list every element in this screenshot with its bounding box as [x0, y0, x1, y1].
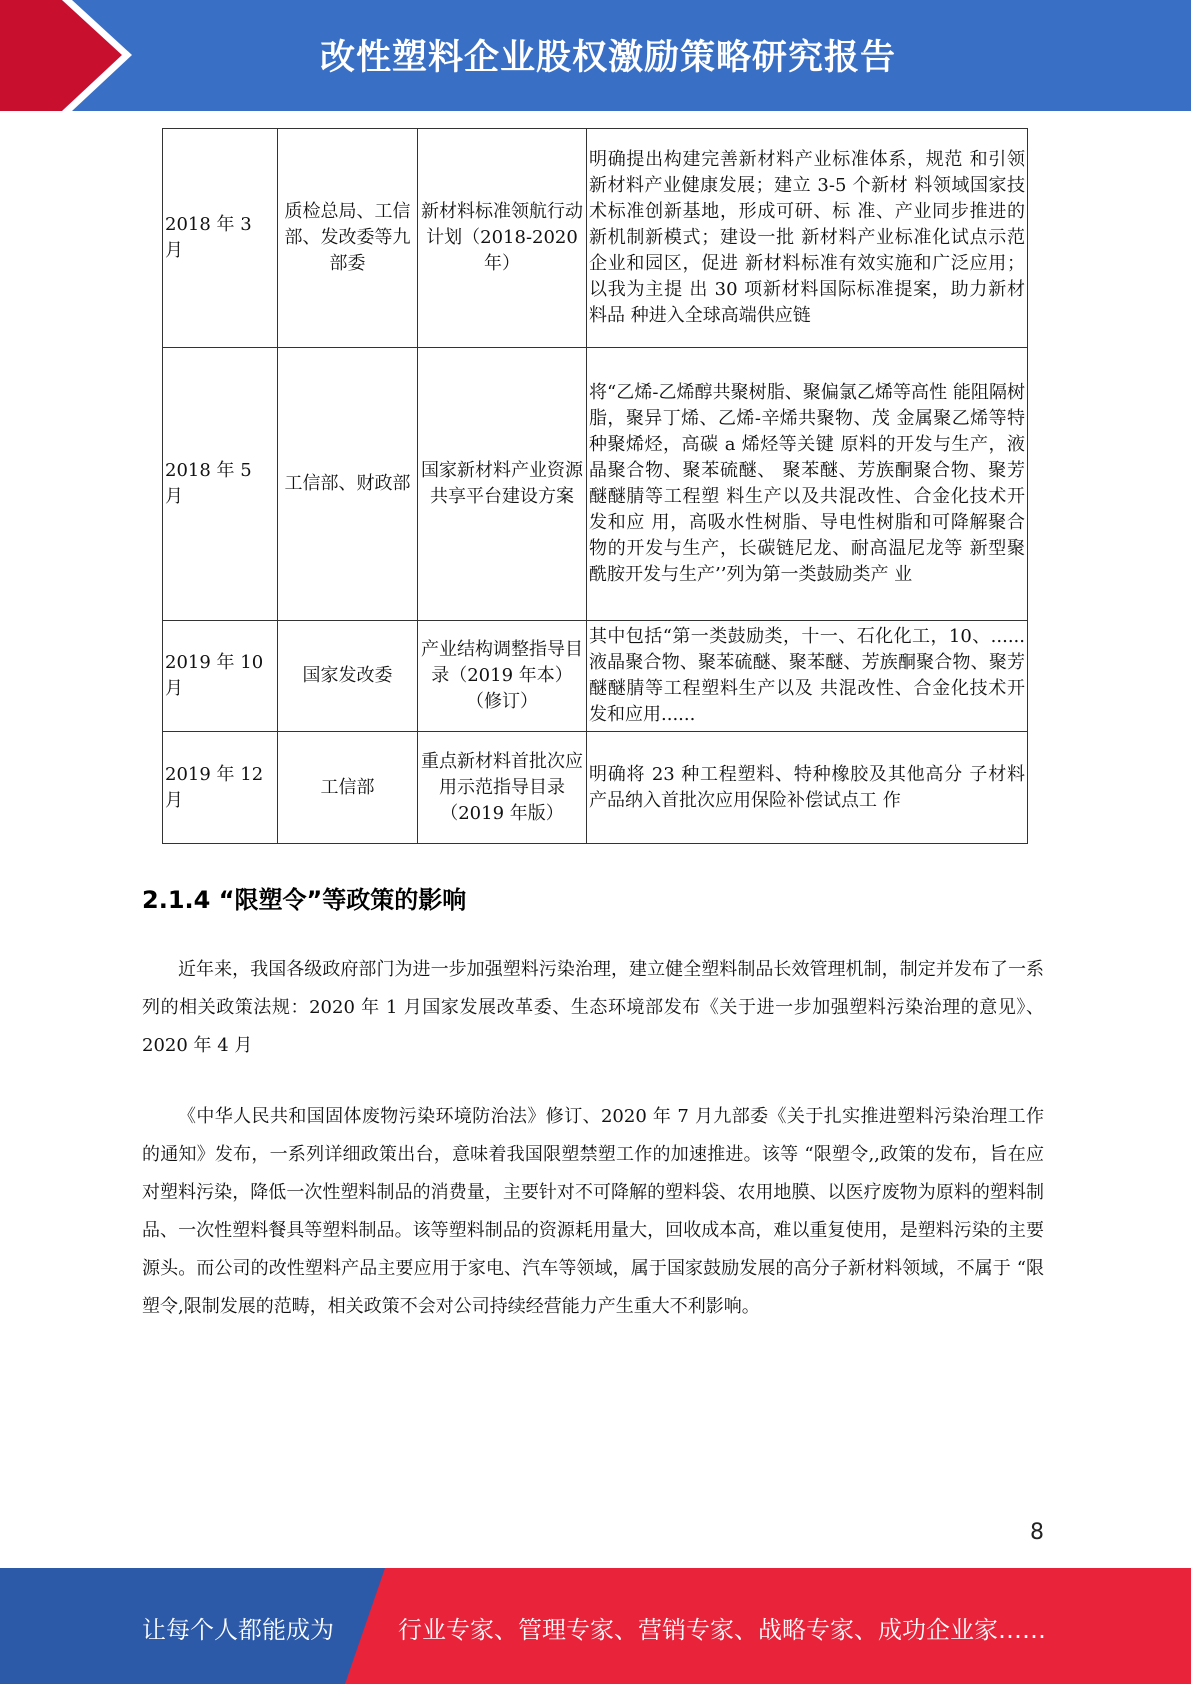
body-paragraph: 《中华人民共和国固体废物污染环境防治法》修订、2020 年 7 月九部委《关于扎实推进塑料污染治理工作的通知》发布，一系列详细政策出台，意味着我国限塑禁塑工作的加速推进。该等 “限塑令,,政策的发布，旨在应对塑料污染，降低一次性塑料制品的消费量，主要针对不可降解的塑料袋、农用地膜、以医疗废物为原料的塑料制品、一次性塑料餐具等塑料制品。该等塑料制品的资源耗用量大，回收成本高，难以重复使用，是塑料污染的主要源头。而公司的改性塑料产品主要应用于家电、汽车等领域，属于国家鼓励发展的高分子新材料领域，不属于 “限塑令,限制发展的范畴，相关政策不会对公司持续经营能力产生重大不利影响。	[142, 1106, 1044, 1317]
header-chevron-decoration	[0, 0, 150, 111]
page-number: 8	[1030, 1520, 1044, 1545]
cell-department: 质检总局、工信部、发改委等九部委	[278, 129, 418, 348]
table-row	[163, 129, 1028, 348]
table-row	[163, 732, 1028, 844]
cell-description: 明确将 23 种工程塑料、特种橡胶及其他高分 子材料产品纳入首批次应用保险补偿试点工 作	[587, 732, 1028, 844]
footer-banner	[0, 1568, 1191, 1684]
table-row	[163, 621, 1028, 732]
cell-policy-name: 新材料标准领航行动计划（2018-2020 年）	[418, 129, 587, 348]
cell-department: 工信部、财政部	[278, 348, 418, 621]
cell-date: 2018 年 3 月	[163, 129, 278, 348]
cell-department: 国家发改委	[278, 621, 418, 732]
cell-description: 明确提出构建完善新材料产业标准体系，规范 和引领新材料产业健康发展；建立 3-5 个新材 料领域国家技术标准创新基地，形成可研、标 准、产业同步推进的新机制新模式；建设一批 新材料产业标准化试点示范企业和园区，促进 新材料标准有效实施和广泛应用；以我为主提 出 30 项新材料国际标准提案，助力新材料品 种进入全球高端供应链	[587, 129, 1028, 348]
report-title: 改性塑料企业股权激励策略研究报告	[320, 38, 897, 78]
cell-description: 其中包括“第一类鼓励类，十一、石化化工，10、......液晶聚合物、聚苯硫醚、聚苯醚、芳族酮聚合物、聚芳醚醚腈等工程塑料生产以及 共混改性、合金化技术开发和应用......	[587, 621, 1028, 732]
footer-slogan-left: 让每个人都能成为	[142, 1616, 334, 1644]
cell-department: 工信部	[278, 732, 418, 844]
body-paragraph: 近年来，我国各级政府部门为进一步加强塑料污染治理，建立健全塑料制品长效管理机制，制定并发布了一系列的相关政策法规：2020 年 1 月国家发展改革委、生态环境部发布《关于进一步加强塑料污染治理的意见》、2020 年 4 月	[142, 959, 1044, 1056]
cell-date: 2019 年 12 月	[163, 732, 278, 844]
cell-policy-name: 国家新材料产业资源共享平台建设方案	[418, 348, 587, 621]
cell-date: 2019 年 10 月	[163, 621, 278, 732]
cell-policy-name: 产业结构调整指导目录（2019 年本）（修订）	[418, 621, 587, 732]
cell-date: 2018 年 5 月	[163, 348, 278, 621]
table-row	[163, 348, 1028, 621]
cell-policy-name: 重点新材料首批次应用示范指导目录（2019 年版）	[418, 732, 587, 844]
policy-table	[162, 128, 1028, 844]
cell-description: 将“乙烯-乙烯醇共聚树脂、聚偏氯乙烯等高性 能阻隔树脂，聚异丁烯、乙烯-辛烯共聚物、茂 金属聚乙烯等特种聚烯烃，高碳 a 烯烃等关键 原料的开发与生产，液晶聚合物、聚苯硫醚、 聚苯醚、芳族酮聚合物、聚芳醚醚腈等工程塑 料生产以及共混改性、合金化技术开发和应 用，高吸水性树脂、导电性树脂和可降解聚合 物的开发与生产，长碳链尼龙、耐高温尼龙等 新型聚酰胺开发与生产’’列为第一类鼓励类产 业	[587, 348, 1028, 621]
footer-slogan-right: 行业专家、管理专家、营销专家、战略专家、成功企业家……	[398, 1616, 1046, 1644]
header-banner	[0, 0, 1191, 111]
section-heading: 2.1.4 “限塑令”等政策的影响	[142, 886, 467, 914]
